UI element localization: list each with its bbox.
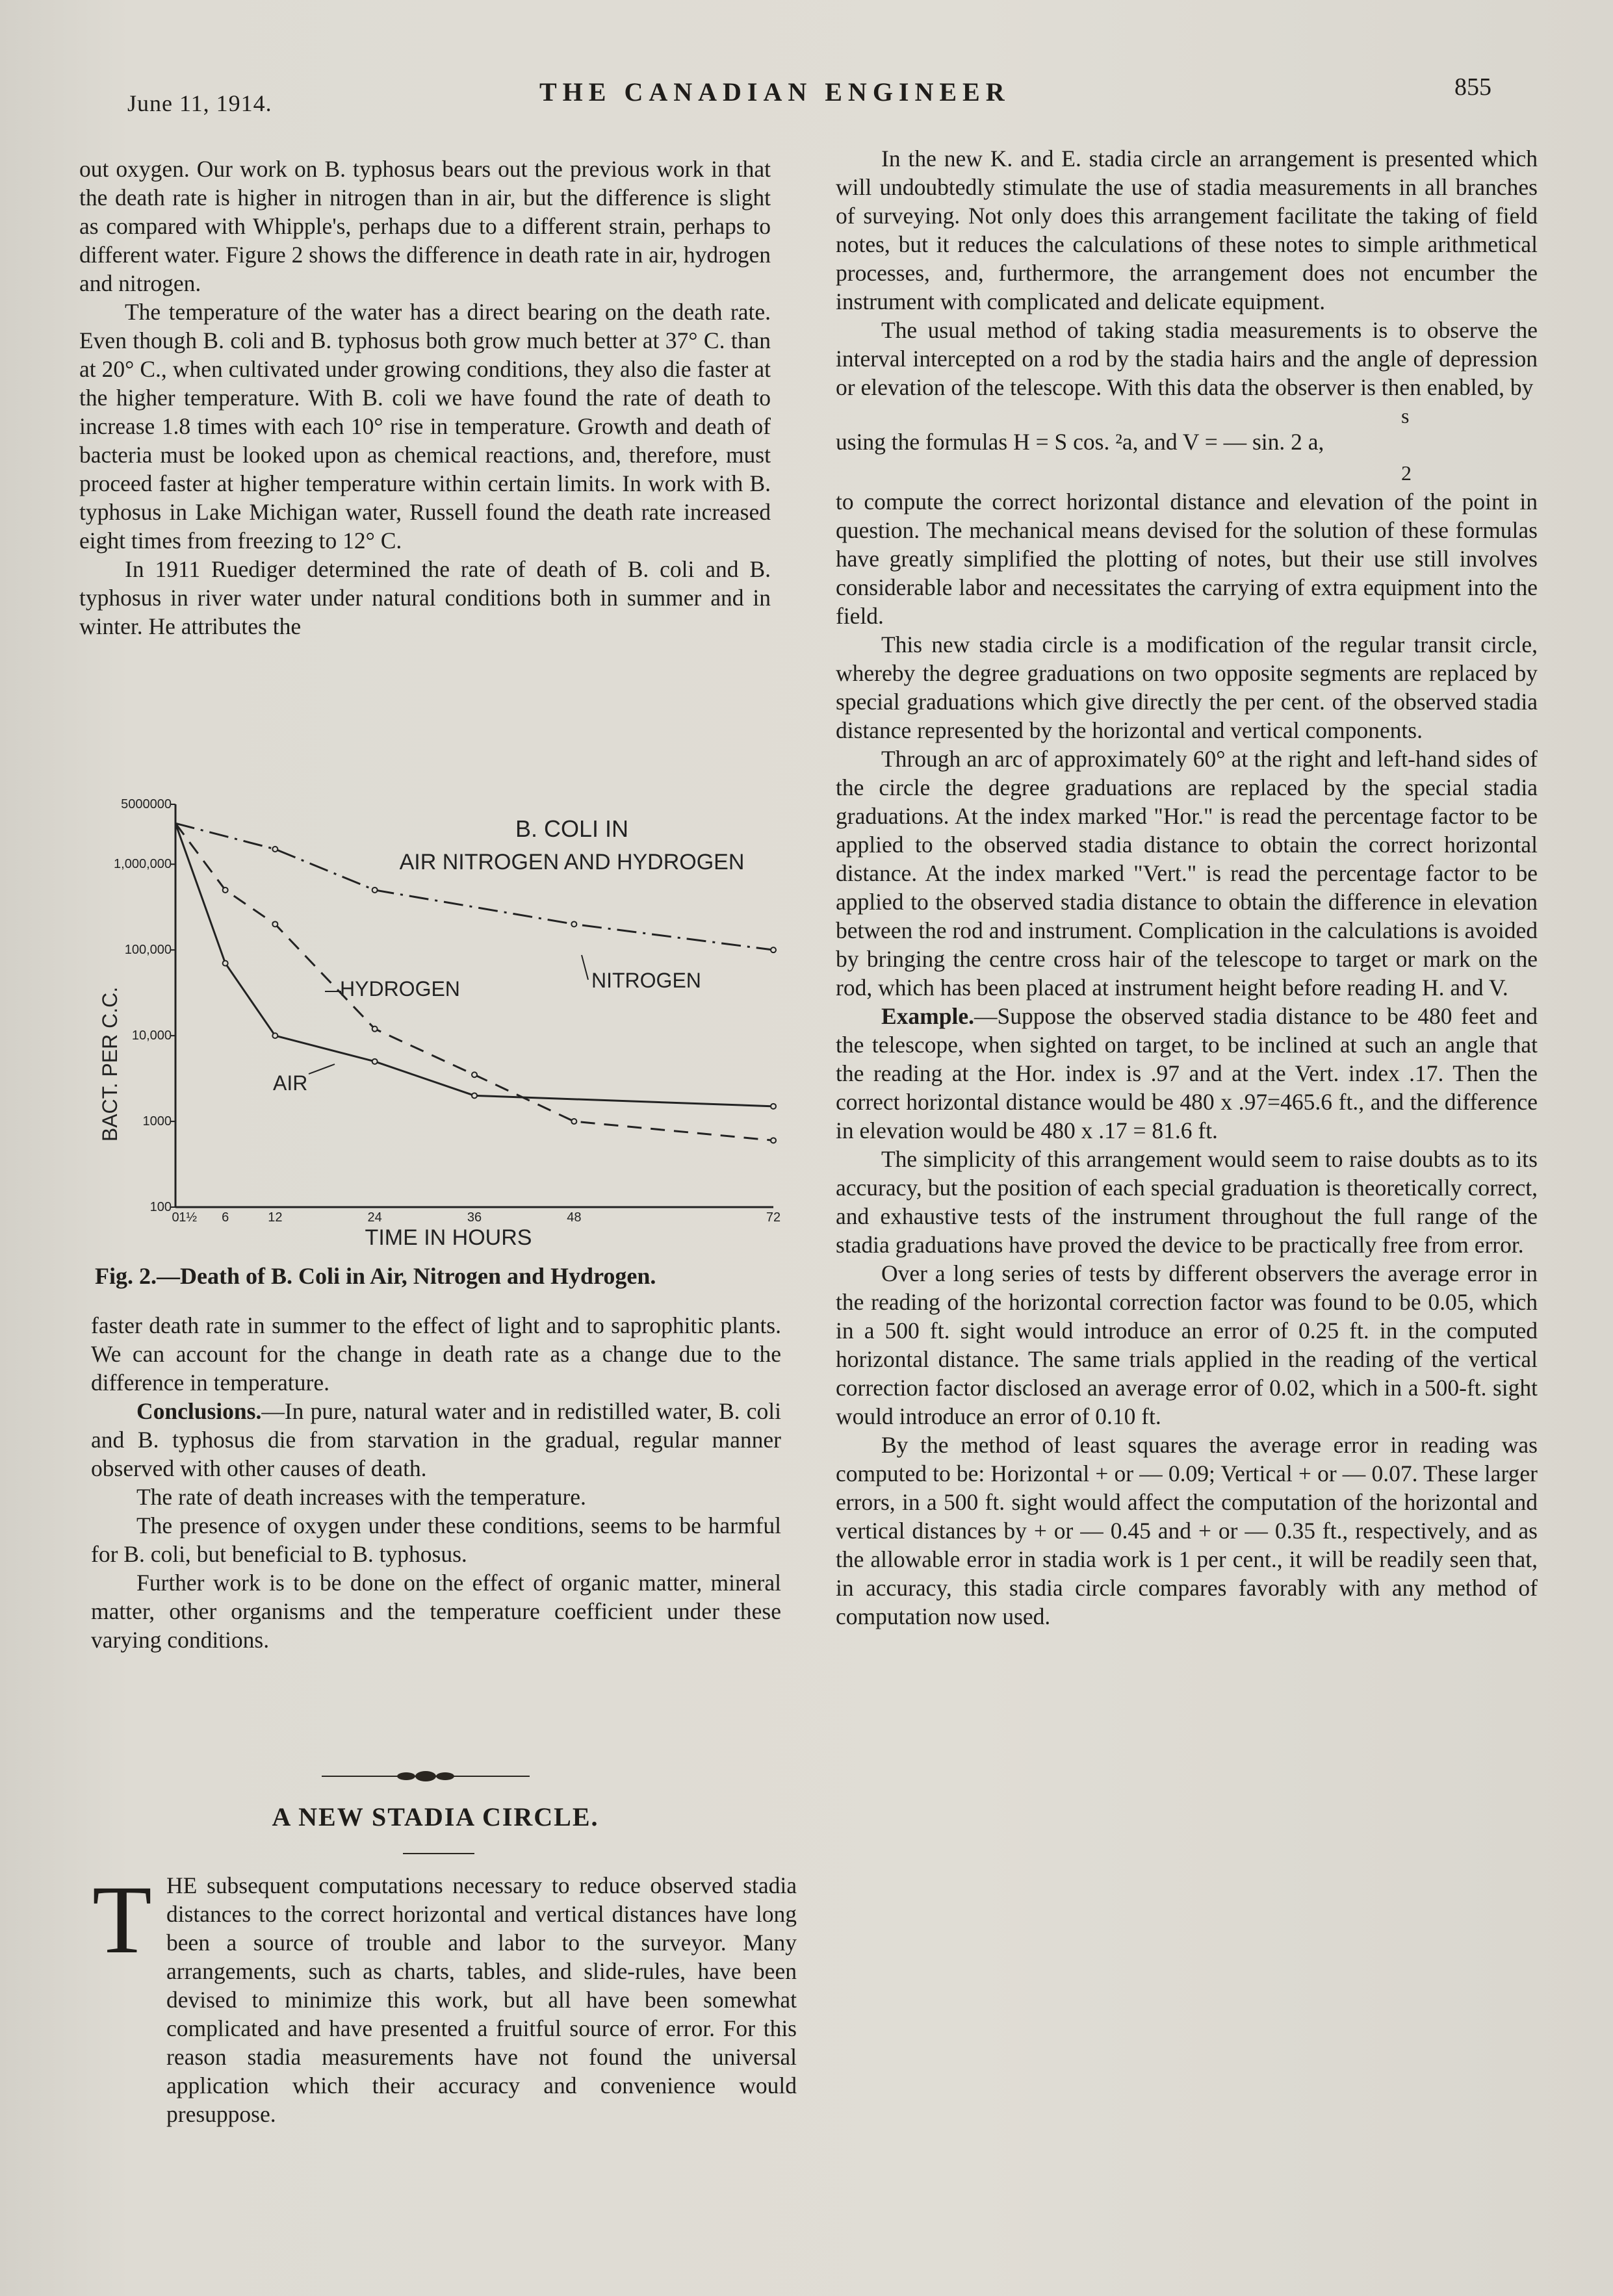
x-axis-title: TIME IN HOURS (365, 1225, 532, 1250)
annotation-hydrogen: HYDROGEN (340, 977, 460, 1001)
example-heading: Example. (881, 1003, 974, 1029)
series-nitrogen-point (571, 921, 576, 926)
conclusions-heading: Conclusions. (136, 1398, 262, 1424)
series-hydrogen-point (771, 1138, 776, 1143)
ornament-divider (322, 1770, 530, 1783)
paragraph: This new stadia circle is a modification of the regular transit circle, whereby the degree graduations on two opposite segments are replaced by special graduations which give directly the per cent. of the observed stadia distance represented by the horizontal and vertical components. (836, 631, 1538, 743)
paragraph (91, 1397, 781, 1483)
series-hydrogen-point (472, 1072, 477, 1077)
paragraph: faster death rate in summer to the effect of light and to saprophitic plants. We can account for the change in death rate as a change due to the difference in temperature. (91, 1312, 781, 1396)
figure-caption: Fig. 2.—Death of B. Coli in Air, Nitrogen and Hydrogen. (95, 1263, 656, 1289)
conclusions-text: —In pure, natural water and in redistilled water, B. coli and B. typhosus die from starvation in the gradual, regular manner observed with other causes of death. (91, 1398, 781, 1481)
article-first-paragraph: HE subsequent computations necessary to reduce observed stadia distances to the correct horizontal and vertical distances have long been a source of trouble and labor to the surveyor. Many arrangements, such as charts, tables, and slide-rules, have been devised to minimize this work, but all have been somewhat complicated and have presented a fruitful source of error. For this reason stadia measurements have not found the universal application which their accuracy and convenience would presuppose. (166, 1872, 797, 2127)
y-axis-title: BACT. PER C.C. (98, 986, 122, 1142)
annotation-arrow (309, 1064, 335, 1074)
series-air-point (472, 1093, 477, 1098)
example-text: —Suppose the observed stadia distance to be 480 feet and the telescope, when sighted on target, to be inclined at such an angle that the reading at the Hor. index is .97 and at the Vert. index .17. Then the correct horizontal distance would be 480 x .97=465.6 ft., and the difference in elevation would be 480 x .17 = 81.6 ft. (836, 1003, 1538, 1143)
y-tick-label: 10,000 (131, 1028, 172, 1043)
series-nitrogen-line (175, 823, 773, 950)
y-tick-label: 1000 (142, 1114, 172, 1129)
left-column-top (79, 155, 771, 641)
paragraph: to compute the correct horizontal distance and elevation of the point in question. The mechanical means devised for the solution of these formulas have greatly simplified the plotting of notes, but their use still involves considerable labor and necessitates the carrying of extra equipment into the field. (836, 489, 1538, 629)
x-tick-label: 12 (268, 1210, 283, 1225)
chart-title-line-2: AIR NITROGEN AND HYDROGEN (399, 850, 745, 874)
paragraph: The rate of death increases with the temperature. (136, 1484, 586, 1510)
annotation-nitrogen: NITROGEN (591, 969, 701, 992)
x-tick-label: 72 (766, 1210, 781, 1225)
paragraph: The simplicity of this arrangement would seem to raise doubts as to its accuracy, but the position of each special graduation is theoretically correct, and exhaustive tests of the instrument throughout the full range of the stadia graduations have proved the device to be practically free from error. (836, 1146, 1538, 1258)
formula-line: using the formulas H = S cos. ²a, and V = — sin. 2 a, (836, 429, 1324, 455)
x-tick-label: 1½ (179, 1210, 198, 1225)
paragraph: In the new K. and E. stadia circle an arrangement is presented which will undoubtedly stimulate the use of stadia measurements in all branches of surveying. Not only does this arrangement facilitate the taking of field notes, but it reduces the calculations of these notes to simple arithmetical processes, and, furthermore, the arrangement does not encumber the instrument with complicated and delicate equipment. (836, 146, 1538, 314)
paragraph: The temperature of the water has a direct bearing on the death rate. Even though B. coli and B. typhosus both grow much better at 37° C. than at 20° C., when cultivated under growing conditions, they also die faster at the higher temperature. With B. coli we have found the rate of death to increase 1.8 times with each 10° rise in temperature. Growth and death of bacteria must be looked upon as chemical reactions, and, therefore, must proceed faster at higher temperature within certain limits. In work with B. typhosus in Lake Michigan water, Russell found the death rate increased eight times from freezing to 12° C. (79, 299, 771, 554)
series-air-point (372, 1059, 378, 1064)
paragraph: out oxygen. Our work on B. typhosus bears out the previous work in that the death rate is higher in nitrogen than in air, but the difference is slight as compared with Whipple's, perhaps due to a different strain, perhaps to different water. Figure 2 shows the difference in death rate in air, hydrogen and nitrogen. (79, 156, 771, 296)
paragraph (836, 1002, 1538, 1145)
paragraph: Through an arc of approximately 60° at the right and left-hand sides of the circle the degree graduations are replaced by the special stadia graduations. At the index marked "Hor." is read the percentage factor to be applied to the observed stadia distance to obtain the correct horizontal distance. At the index marked "Vert." is read the percentage factor to be applied to the observed stadia distance to obtain the difference in elevation between the rod and instrument. Complication in the calculations is avoided by bringing the centre cross hair of the telescope to target or mark on the rod, which has been placed at instrument height before reading H. and V. (836, 746, 1538, 1001)
series-air-point (272, 1033, 277, 1038)
formula-block (836, 402, 1538, 487)
y-tick-label: 100 (149, 1200, 172, 1214)
series-hydrogen-point (223, 887, 228, 893)
x-tick-label: 48 (567, 1210, 582, 1225)
series-nitrogen-point (272, 847, 277, 852)
series-hydrogen-point (272, 921, 277, 926)
left-column-middle (91, 1311, 781, 1654)
series-nitrogen-point (372, 887, 378, 893)
right-column (836, 144, 1538, 1631)
series-hydrogen-point (372, 1027, 378, 1032)
paragraph: By the method of least squares the average error in reading was computed to be: Horizontal + or — 0.09; Vertical + or — 0.07. These larger errors, in a 500 ft. sight would affect the computation of the horizontal and vertical distances by + or — 0.45 and + or — 0.35 ft., respectively, and as the allowable error in stadia work is 1 per cent., it will be readily seen that, in accuracy, this stadia circle compares favorably with any method of computation now used. (836, 1432, 1538, 1629)
paragraph: The usual method of taking stadia measurements is to observe the interval intercepted on a rod by the stadia hairs and the angle of depression or elevation of the telescope. With this data the observer is then enabled, by (836, 317, 1538, 400)
paragraph: In 1911 Ruediger determined the rate of death of B. coli and B. typhosus in river water under natural conditions both in summer and in winter. He attributes the (79, 556, 771, 639)
series-nitrogen-point (771, 947, 776, 952)
y-tick-label: 100,000 (124, 943, 172, 958)
article-body (101, 1871, 797, 2128)
annotation-arrow (582, 955, 588, 980)
x-tick-label: 36 (467, 1210, 482, 1225)
x-tick-label: 6 (222, 1210, 229, 1225)
series-air-point (771, 1104, 776, 1109)
paragraph: Over a long series of tests by different observers the average error in the reading of the horizontal correction factor was found to be 0.05, which in a 500 ft. sight would introduce an error of 0.25 ft. in the computed horizontal distance. The same trials applied in the reading of the vertical correction factor disclosed an average error of 0.02, which in a 500-ft. sight would introduce an error of 0.10 ft. (836, 1260, 1538, 1429)
series-hydrogen-point (571, 1119, 576, 1124)
drop-cap: T (92, 1866, 152, 1974)
title-rule (403, 1853, 474, 1854)
series-air-point (223, 961, 228, 966)
death-rate-chart (84, 785, 786, 1259)
y-tick-label: 1,000,000 (114, 857, 172, 872)
formula-denominator: 2 (1401, 461, 1412, 485)
journal-title: THE CANADIAN ENGINEER (539, 77, 1011, 107)
annotation-air: AIR (273, 1071, 308, 1095)
paragraph: Further work is to be done on the effect of organic matter, mineral matter, other organisms and the temperature coefficient under these varying conditions. (91, 1570, 781, 1653)
formula-numerator: s (1401, 404, 1410, 427)
issue-date: June 11, 1914. (127, 90, 272, 116)
article-title: A NEW STADIA CIRCLE. (272, 1802, 599, 1831)
page-number: 855 (1454, 73, 1491, 101)
x-tick-label: 0 (172, 1210, 179, 1225)
y-tick-label: 5000000 (121, 797, 172, 811)
x-tick-label: 24 (367, 1210, 382, 1225)
chart-title-line-1: B. COLI IN (515, 815, 629, 842)
paragraph: The presence of oxygen under these conditions, seems to be harmful for B. coli, but beneficial to B. typhosus. (91, 1512, 781, 1567)
